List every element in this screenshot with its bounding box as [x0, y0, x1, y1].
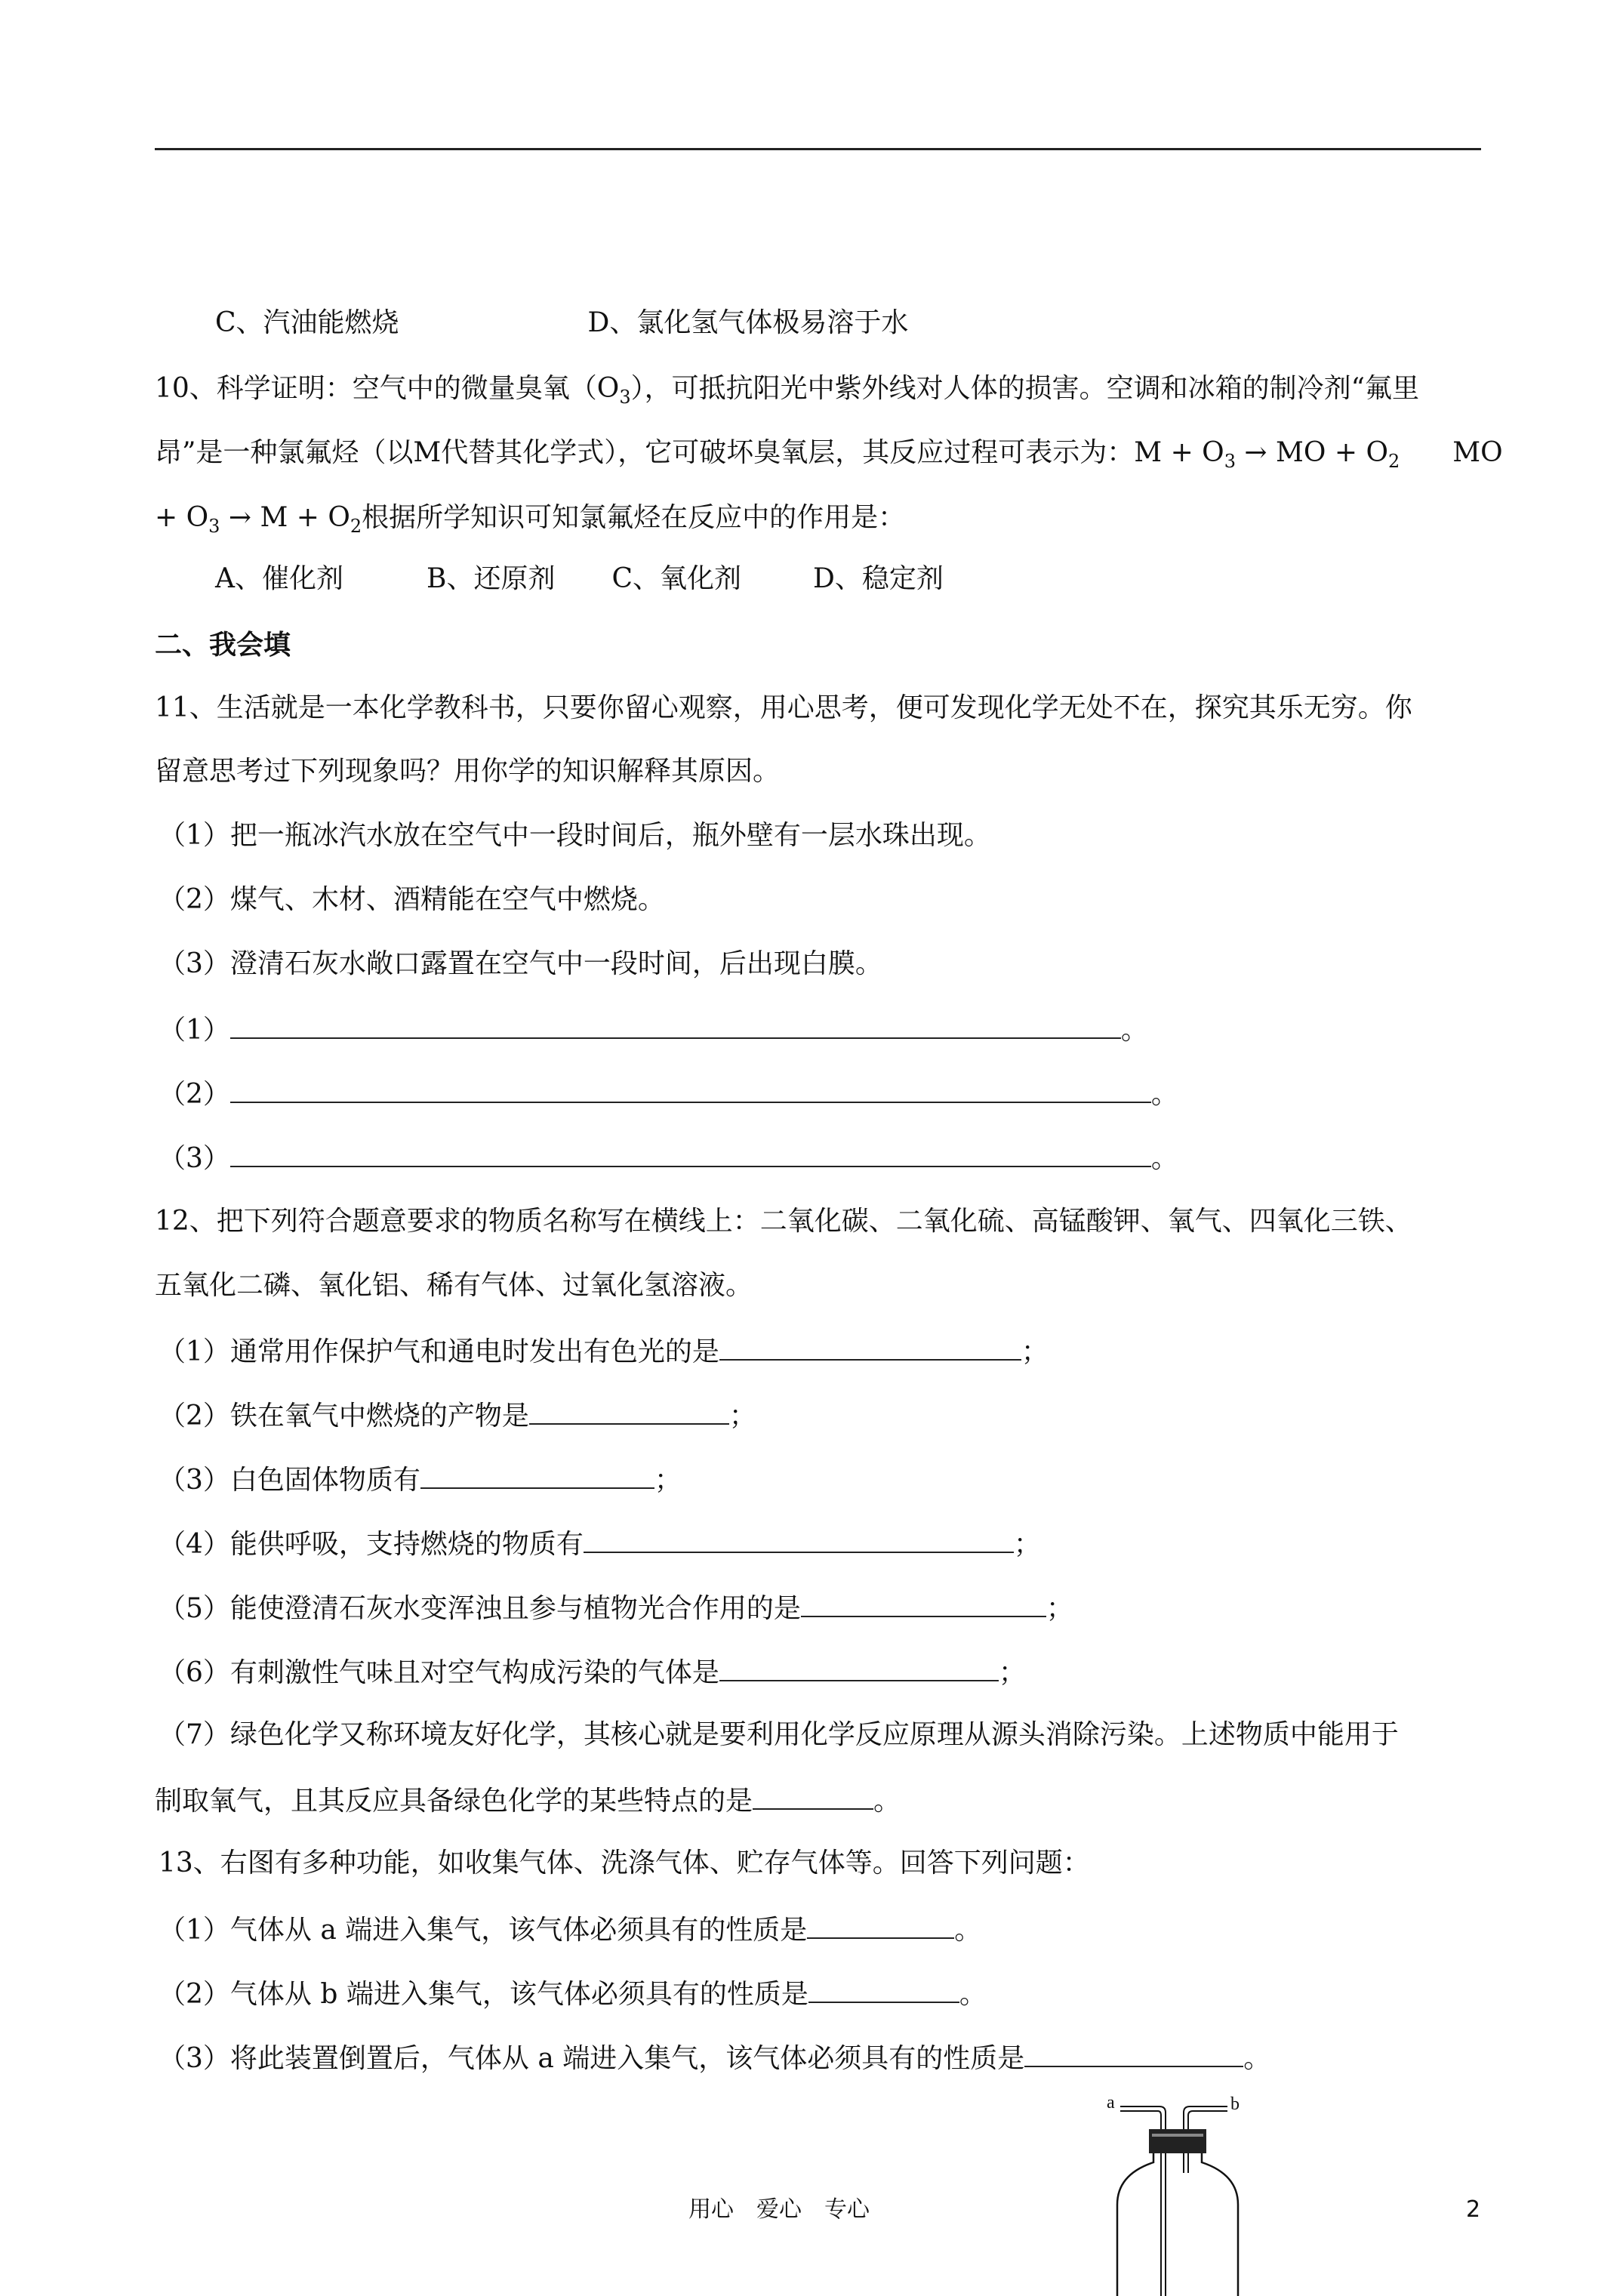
q12-item-5-semicolon: ； — [1046, 1593, 1073, 1624]
q12-item-3-text: （3）白色固体物质有 — [159, 1465, 420, 1496]
q11-item-2: （2）煤气、木材、酒精能在空气中燃烧。 — [159, 884, 665, 915]
q13-item-1-text: （1）气体从 a 端进入集气，该气体必须具有的性质是 — [159, 1915, 808, 1946]
q13-item-3-text: （3）将此装置倒置后，气体从 a 端进入集气，该气体必须具有的性质是 — [159, 2043, 1025, 2074]
q10-line-2 — [155, 435, 1503, 471]
q11-stem-2: 留意思考过下列现象吗？用你学的知识解释其原因。 — [155, 756, 781, 787]
q10-line-3 — [155, 500, 905, 536]
q10-options — [215, 561, 944, 597]
q13-item-2-period: 。 — [959, 1979, 987, 2010]
q13-item-1-blank[interactable] — [807, 1910, 954, 1939]
tube-b-outer — [1184, 2106, 1227, 2129]
q10-sub-2a: 3 — [1224, 451, 1236, 473]
q12-item-5-text: （5）能使澄清石灰水变浑浊且参与植物光合作用的是 — [159, 1593, 801, 1624]
q13-item-3-period: 。 — [1243, 2043, 1271, 2074]
q12-item-6 — [159, 1653, 1026, 1691]
q10-text-3b: → M + O — [220, 502, 350, 533]
q11-answer-1-period: 。 — [1120, 1015, 1148, 1046]
q12-item-2-blank[interactable] — [529, 1396, 729, 1425]
q13-item-2 — [159, 1974, 987, 2013]
q12-item-5-blank[interactable] — [801, 1589, 1046, 1617]
q10-sub-2b: 2 — [1387, 451, 1400, 473]
q10-line-1 — [155, 371, 1419, 407]
q10-sub-3b: 2 — [350, 516, 362, 538]
bottle-left-wall — [1117, 2153, 1153, 2296]
q13-stem: 13、右图有多种功能，如收集气体、洗涤气体、贮存气体等。回答下列问题： — [159, 1848, 1090, 1878]
q11-item-3: （3）澄清石灰水敞口露置在空气中一段时间，后出现白膜。 — [159, 948, 882, 979]
q10-sub-3a: 3 — [208, 516, 220, 538]
q12-item-4-blank[interactable] — [584, 1524, 1014, 1553]
page-number: 2 — [1466, 2196, 1481, 2223]
q11-answer-3-blank[interactable] — [230, 1139, 1151, 1167]
footer-motto: 用心 爱心 专心 — [688, 2196, 870, 2223]
q13-item-1-period: 。 — [954, 1915, 982, 1946]
figure-label-b: b — [1230, 2094, 1240, 2114]
q11-answer-1-blank[interactable] — [230, 1010, 1121, 1039]
q12-item-4-semicolon: ； — [1013, 1529, 1041, 1560]
q12-item-2 — [159, 1396, 756, 1435]
q10-sub-1: 3 — [619, 387, 631, 408]
tube-b-inner — [1188, 2111, 1227, 2129]
q10-option-c: C、氧化剂 — [611, 563, 742, 594]
q12-item-7-blank[interactable] — [753, 1781, 873, 1810]
q10-text-1: 10、科学证明：空气中的微量臭氧（O — [155, 373, 620, 404]
q12-item-2-text: （2）铁在氧气中燃烧的产物是 — [159, 1401, 529, 1432]
q12-stem-2: 五氧化二磷、氧化铝、稀有气体、过氧化氢溶液。 — [155, 1270, 753, 1301]
q10-option-d: D、稳定剂 — [813, 563, 944, 594]
q13-item-2-blank[interactable] — [808, 1974, 959, 2003]
tube-a-outer — [1120, 2106, 1166, 2129]
q12-item-6-text: （6）有刺激性气味且对空气构成污染的气体是 — [159, 1657, 719, 1688]
q9-options-cd — [215, 305, 908, 341]
q11-answer-2-blank[interactable] — [230, 1074, 1151, 1103]
q13-item-1 — [159, 1910, 981, 1949]
q9-option-c: C、汽油能燃烧 — [215, 307, 399, 338]
q12-item-4 — [159, 1524, 1041, 1563]
q10-text-3c: 根据所学知识可知氯氟烃在反应中的作用是： — [362, 502, 906, 533]
q10-option-a: A、催化剂 — [215, 563, 343, 594]
bottle-right-wall — [1202, 2153, 1238, 2296]
tube-a-inner — [1120, 2111, 1161, 2129]
q11-stem-1: 11、生活就是一本化学教科书，只要你留心观察，用心思考，便可发现化学无处不在，探究其乐无穷。你 — [155, 692, 1412, 723]
stopper-highlight — [1152, 2134, 1203, 2137]
q12-item-3 — [159, 1460, 682, 1499]
q12-item-3-semicolon: ； — [654, 1465, 682, 1496]
q12-item-1-semicolon: ； — [1021, 1336, 1049, 1367]
rubber-stopper — [1149, 2129, 1206, 2153]
q10-option-b: B、还原剂 — [427, 563, 556, 594]
q10-text-1-end: ），可抵抗阳光中紫外线对人体的损害。空调和冰箱的制冷剂“氟里 — [630, 373, 1420, 404]
q12-item-7-period: 。 — [873, 1786, 901, 1817]
section-2-title: 二、我会填 — [155, 629, 291, 661]
q11-answer-2-label: （2） — [159, 1079, 230, 1110]
q13-item-2-text: （2）气体从 b 端进入集气，该气体必须具有的性质是 — [159, 1979, 808, 2010]
q12-item-1-blank[interactable] — [719, 1332, 1021, 1361]
q11-answer-1-label: （1） — [159, 1015, 230, 1046]
q10-text-2b: → MO + O — [1235, 437, 1388, 468]
q12-item-7-text: 制取氧气，且其反应具备绿色化学的某些特点的是 — [155, 1786, 753, 1817]
q12-stem-1: 12、把下列符合题意要求的物质名称写在横线上：二氧化碳、二氧化硫、高锰酸钾、氧气、四氧化三铁、 — [155, 1206, 1412, 1237]
q11-answer-3 — [159, 1139, 1178, 1177]
q12-item-3-blank[interactable] — [420, 1460, 654, 1489]
q13-item-3-blank[interactable] — [1024, 2039, 1243, 2067]
q13-item-3 — [159, 2039, 1270, 2077]
q11-answer-1 — [159, 1010, 1148, 1049]
q12-item-1-text: （1）通常用作保护气和通电时发出有色光的是 — [159, 1336, 719, 1367]
figure-label-a: a — [1107, 2093, 1115, 2113]
q12-item-1 — [159, 1332, 1049, 1370]
q12-item-6-semicolon: ； — [998, 1657, 1026, 1688]
q11-answer-2-period: 。 — [1150, 1079, 1178, 1110]
q9-option-d: D、氯化氢气体极易溶于水 — [587, 307, 909, 338]
q11-answer-3-label: （3） — [159, 1143, 230, 1174]
q12-item-7-line-2 — [155, 1781, 901, 1820]
q11-answer-3-period: 。 — [1150, 1143, 1178, 1174]
q11-item-1: （1）把一瓶冰汽水放在空气中一段时间后，瓶外壁有一层水珠出现。 — [159, 820, 991, 851]
q12-item-6-blank[interactable] — [719, 1653, 999, 1681]
q12-item-4-text: （4）能供呼吸，支持燃烧的物质有 — [159, 1529, 584, 1560]
q12-item-2-semicolon: ； — [728, 1401, 756, 1432]
q11-answer-2 — [159, 1074, 1178, 1113]
q10-text-2c: MO — [1452, 437, 1503, 468]
q12-item-5 — [159, 1589, 1073, 1627]
header-rule — [155, 148, 1481, 150]
gas-washing-bottle-figure — [1087, 2084, 1268, 2296]
q10-text-2a: 昂”是一种氯氟烃（以M代替其化学式），它可破坏臭氧层，其反应过程可表示为：M + O — [155, 437, 1224, 468]
q12-item-7-line-1: （7）绿色化学又称环境友好化学，其核心就是要利用化学反应原理从源头消除污染。上述物质中能用于 — [159, 1719, 1399, 1750]
q10-text-3a: + O — [155, 502, 209, 533]
